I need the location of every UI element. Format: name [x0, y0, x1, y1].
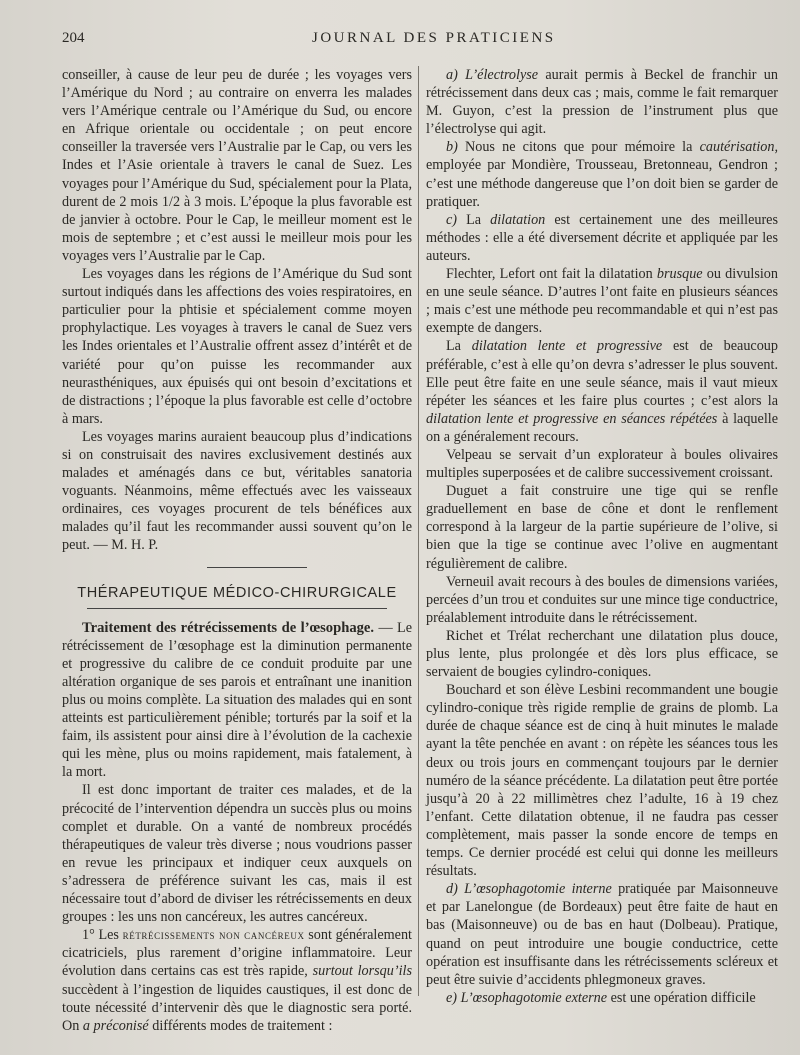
paragraph-electrolyse [426, 66, 778, 138]
text-run: pratiquée par Maisonneuve et par Lanelongue (de Bordeaux) peut être faite de haut en bas (Maisonneuve) ou de bas en haut (Dolbeau). Pratique, quand on peut introduire une bougie conductrice, cette opération est insuffisante dans les rétrécissements scléreux et peut être suivie d’accidents phlegmoneux graves. [426, 881, 778, 988]
text-run: est une opération difficile [607, 989, 756, 1006]
text-run: est certainement une des meilleures méthodes : elle a été diversement décrite et appliquée par les auteurs. [426, 211, 778, 264]
italic-run: dilatation [490, 211, 546, 228]
paragraph-duguet: Duguet a fait construire une tige qui se renfle graduellement en base de cône et dont le renflement correspond à la largeur de la partie supérieure de l’olive, si bien que la tige se continue avec l’olive en augmentant régulièrement de calibre. [426, 483, 778, 572]
journal-title: JOURNAL DES PRATICIENS [312, 30, 556, 46]
text-run: à laquelle on a généralement recours. [426, 410, 778, 445]
paragraph-voyages-indications: Les voyages dans les régions de l’Amérique du Sud sont surtout indiqués dans les affections des voies respiratoires, en particulier pour la phtisie et spécialement comme moyen prophylactique. Les voyages à travers le canal de Suez vers les Indes orientales et l’Australie offrent assez d’intérêt et de variété pour qu’on puisse les recommander aux neurasthéniques, aux épuisés qui ont besoin d’excitations et de distractions ; l’époque la plus favorable est celle d’octobre à mars. [62, 266, 412, 427]
paragraph-oesophagotomie-externe [426, 989, 778, 1007]
italic-run: cautérisation, [699, 139, 779, 156]
paragraph-velpeau: Velpeau se servait d’un explorateur à boules olivaires multiples superposées et de calibre successivement croissant. [426, 446, 778, 482]
italic-run: a préconisé [82, 1017, 149, 1034]
paragraph-dilatation [426, 211, 778, 265]
italic-run: L’œsophagotomie interne [464, 881, 612, 898]
italic-run: dilatation lente et progressive [471, 338, 663, 355]
text-run: ou divulsion en une seule séance. D’autres l’ont faite en plusieurs séances ; mais c’est une méthode peu recommandable et qui n’est pas exempte de dangers. [426, 266, 778, 337]
paragraph-dilatation-lente [426, 337, 778, 446]
text-run: aurait permis à Beckel de franchir un rétrécissement dans deux cas ; mais, comme le fait remarquer M. Guyon, c’est la pression de l’instrument plus que l’électrolyse qui agit. [426, 67, 778, 138]
page-number: 204 [62, 30, 85, 46]
paragraph-cauterisation [426, 138, 778, 210]
text-run: sont généralement cicatriciels, plus rarement d’origine inflammatoire. Leur évolution dans certains cas est très rapide, [62, 927, 412, 980]
right-column [426, 66, 778, 1007]
paragraph-flechter [426, 265, 778, 337]
text-run: différents modes de traitement : [148, 1017, 333, 1034]
text-run: Flechter, Lefort ont fait la dilatation [446, 266, 657, 283]
text-run: Nous ne citons que pour mémoire la [465, 139, 700, 156]
text-run: employée par Mondière, Trousseau, Bretonneau, Gendron ; c’est une méthode dangereuse que l’on doit bien se garder de pratiquer. [426, 157, 778, 210]
italic-run: L’œsophagotomie externe [460, 989, 608, 1006]
item-number: 1° Les [82, 927, 123, 944]
article-intro-text: — Le rétrécissement de l’œsophage est la diminution permanente et progressive du calibre de ce conduit produite par une altération organique de ses parois et entraînant une inanition plus ou moins complète. La situation des malades qui en sont atteints est particulièrement pénible; torturés par la soif et la faim, ils assistent pour ainsi dire à l’évolution de la cachexie qui les mène, plus ou moins rapidement, mais fatalement, à la mort. [62, 619, 412, 781]
paragraph-bouchard: Bouchard et son élève Lesbini recommandent une bougie cylindro-conique très rigide remplie de grains de plomb. La durée de chaque séance est de cinq à huit minutes le malade ayant la tête penchée en avant : on répète les séances tous les deux ou trois jours en commençant toujours par le dernier numéro de la séance précédente. La dilatation peut être portée jusqu’à 20 à 22 millimètres chez l’adulte, 16 à 19 chez l’enfant. Cette dilatation obtenue, il ne faudra pas cesser complètement, mais passer la sonde encore de temps en temps. Ce dernier procédé est celui qui donne les meilleurs résultats. [426, 682, 778, 880]
italic-run: surtout lorsqu’ils [312, 963, 412, 980]
item-letter: c) [446, 211, 467, 228]
small-caps-term: rétrécissements non cancéreux [122, 928, 305, 943]
italic-run: brusque [656, 266, 703, 283]
text-run: La [446, 338, 472, 355]
column-divider [418, 66, 419, 996]
paragraph-voyages-marins: Les voyages marins auraient beaucoup plus d’indications si on construisait des navires exclusivement destinés aux malades et aménagés dans ce but, véritables sanatoria voguants. Néanmoins, même effectués avec les vaisseaux ordinaires, ces voyages procurent de tels bénéfices aux malades qu’il faut les recommander aussi souvent qu’on le peut. — M. H. P. [62, 428, 412, 554]
item-letter: d) [446, 881, 465, 898]
article-title: Traitement des rétrécissements de l’œsophage. [82, 619, 375, 636]
paragraph-article-intro [62, 619, 412, 782]
text-run: succèdent à l’ingestion de liquides caustiques, il est donc de toute nécessité d’intervenir dès que le diagnostic sera porté. On [62, 981, 412, 1034]
section-heading-rule [87, 608, 387, 609]
paragraph-non-cancereux [62, 926, 412, 1035]
italic-run: L’électrolyse [465, 67, 539, 83]
section-heading: THÉRAPEUTIQUE MÉDICO-CHIRURGICALE [77, 584, 397, 601]
item-letter: a) [446, 67, 466, 83]
item-letter: b) [446, 139, 465, 156]
paragraph-richet: Richet et Trélat recherchant une dilatation plus douce, plus lente, plus prolongée et dès lors plus efficace, se servaient de bougies cylindro-coniques. [426, 627, 778, 681]
text-run: est de beaucoup préférable, c’est à elle qu’on devra s’adresser le plus souvent. Elle peut être faite en une seule séance, mais il vaut mieux répéter les séances et les faire plus courtes ; c’est alors la [426, 338, 778, 409]
paragraph-intervention: Il est donc important de traiter ces malades, et de la précocité de l’intervention dépendra un succès plus ou moins complet et durable. On a vanté de nombreux procédés thérapeutiques de valeur très diverse ; nous voudrions passer en revue les principaux et indiquer ceux auxquels on s’adressera de préférence suivant les cas, mais il est nécessaire tout d’abord de diviser les rétrécissements en deux groupes : les uns non cancéreux, les autres cancéreux. [62, 782, 412, 926]
running-head [62, 30, 770, 52]
left-column [62, 66, 412, 1035]
paragraph-oesophagotomie-interne [426, 880, 778, 989]
item-letter: e) [446, 989, 461, 1006]
paragraph-verneuil: Verneuil avait recours à des boules de dimensions variées, percées d’un trou et conduites sur une mince tige conductrice, préalablement introduite dans le rétrécissement. [426, 573, 778, 626]
text-run: La [466, 211, 491, 228]
italic-run: dilatation lente et progressive en séances répétées [426, 410, 718, 427]
paragraph-voyages-destinations: conseiller, à cause de leur peu de durée ; les voyages vers l’Amérique du Nord ; au contraire on enverra les malades vers l’Amérique centrale ou l’Amérique du Sud, ou encore en Afrique orientale ou occidentale ; on peut encore conseiller la traversée vers l’Australie par le Cap, ou vers les Indes et l’Asie orientale à travers le canal de Suez. Les voyages pour l’Amérique du Sud, spécialement pour la Plata, durent de 2 mois 1/2 à 3 mois. L’époque la plus favorable est de janvier à octobre. Pour le Cap, le meilleur moment est le mois de septembre ; et c’est aussi le meilleur mois pour les voyages vers l’Australie par le Cap. [62, 67, 412, 264]
end-of-article-rule [207, 567, 307, 568]
